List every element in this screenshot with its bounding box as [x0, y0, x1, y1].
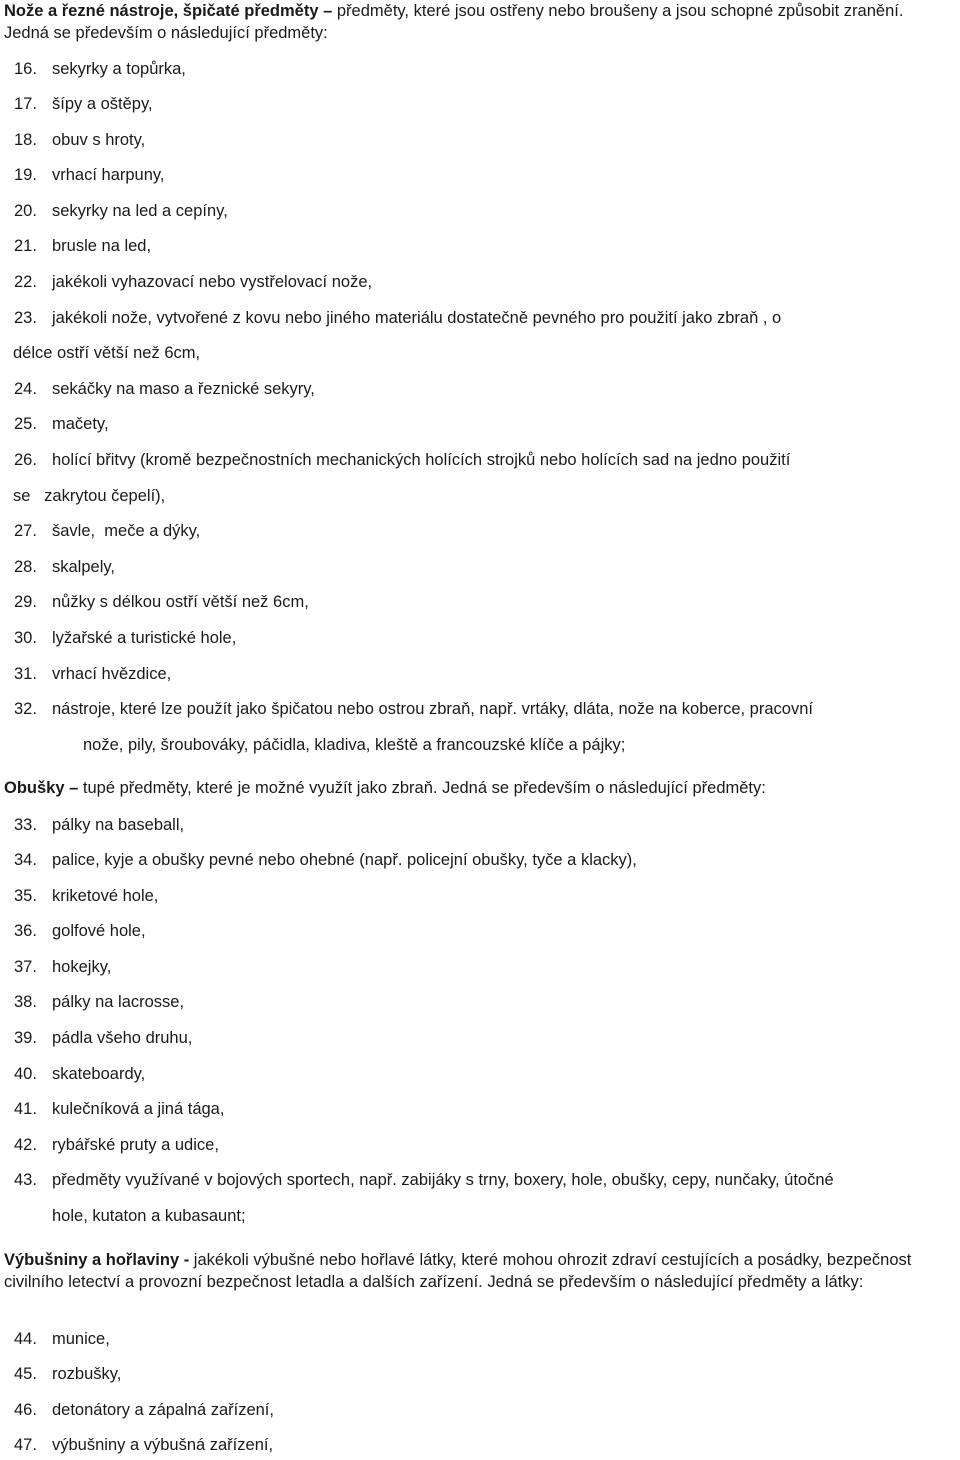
list-item: [14, 813, 956, 837]
item-number: 23.: [14, 309, 37, 327]
list-item: [14, 955, 956, 979]
list-item: [14, 270, 956, 294]
item-text: skateboardy,: [52, 1065, 146, 1083]
list-item: [14, 1133, 956, 1157]
item-number: 43.: [14, 1171, 37, 1189]
item-text: sekáčky na maso a řeznické sekyry,: [52, 380, 315, 398]
item-number: 26.: [14, 451, 37, 469]
list-item: [14, 990, 956, 1014]
item-text: pálky na baseball,: [52, 816, 185, 834]
list-item: [14, 306, 956, 330]
item-text: pádla všeho druhu,: [52, 1029, 193, 1047]
list-item: [14, 1026, 956, 1050]
item-continuation: nože, pily, šroubováky, páčidla, kladiva, kleště a francouzské klíče a pájky;: [83, 736, 626, 754]
item-number: 27.: [14, 522, 37, 540]
list-item: [14, 412, 956, 436]
section-heading-blunt: [4, 777, 952, 799]
item-text: sekyrky a topůrka,: [52, 60, 186, 78]
section-description: tupé předměty, které je možné využít jako zbraň. Jedná se především o následující předměty:: [78, 779, 766, 797]
item-text: kriketové hole,: [52, 887, 159, 905]
item-text: palice, kyje a obušky pevné nebo ohebné (např. policejní obušky, tyče a klacky),: [52, 851, 637, 869]
item-text: šípy a oštěpy,: [52, 95, 153, 113]
item-text: vrhací hvězdice,: [52, 665, 172, 683]
list-item: [14, 884, 956, 908]
item-text: golfové hole,: [52, 922, 146, 940]
list-item: [14, 128, 956, 152]
item-number: 40.: [14, 1065, 37, 1083]
item-number: 36.: [14, 922, 37, 940]
item-number: 44.: [14, 1330, 37, 1348]
item-text: mačety,: [52, 415, 109, 433]
list-item: [14, 234, 956, 258]
item-text: brusle na led,: [52, 237, 152, 255]
item-number: 34.: [14, 851, 37, 869]
item-text: nůžky s délkou ostří větší než 6cm,: [52, 593, 309, 611]
list-item: [14, 448, 956, 472]
item-text: šavle, meče a dýky,: [52, 522, 201, 540]
item-text: jakékoli nože, vytvořené z kovu nebo jiného materiálu dostatečně pevného pro použití jako zbraň , o: [52, 309, 782, 327]
section-title: Nože a řezné nástroje, špičaté předměty –: [4, 2, 333, 20]
list-item: [14, 1398, 956, 1422]
item-number: 46.: [14, 1401, 37, 1419]
item-number: 19.: [14, 166, 37, 184]
list-item: [14, 697, 956, 721]
item-text: hokejky,: [52, 958, 112, 976]
list-item: [14, 1327, 956, 1351]
list-item: [14, 1062, 956, 1086]
list-item: [14, 377, 956, 401]
item-continuation: délce ostří větší než 6cm,: [13, 344, 201, 362]
item-text: rozbušky,: [52, 1365, 122, 1383]
list-item: [14, 590, 956, 614]
item-number: 32.: [14, 700, 37, 718]
item-text: holící břitvy (kromě bezpečnostních mechanických holících strojků nebo holících sad na jedno použití: [52, 451, 791, 469]
list-item: [14, 662, 956, 686]
section-title: Výbušniny a hořlaviny -: [4, 1251, 190, 1269]
list-item: [14, 848, 956, 872]
list-item: [14, 1362, 956, 1386]
list-item: [14, 199, 956, 223]
item-number: 18.: [14, 131, 37, 149]
item-number: 38.: [14, 993, 37, 1011]
item-number: 30.: [14, 629, 37, 647]
item-text: rybářské pruty a udice,: [52, 1136, 219, 1154]
item-text: munice,: [52, 1330, 110, 1348]
item-text: detonátory a zápalná zařízení,: [52, 1401, 274, 1419]
item-number: 28.: [14, 558, 37, 576]
item-number: 45.: [14, 1365, 37, 1383]
item-number: 47.: [14, 1436, 37, 1454]
item-text: vrhací harpuny,: [52, 166, 165, 184]
item-text: skalpely,: [52, 558, 115, 576]
item-number: 39.: [14, 1029, 37, 1047]
section-description: jakékoli výbušné nebo hořlavé látky, které mohou ohrozit zdraví cestujících a posádky, bezpečnost civilního letectví a provozní bezpečnost letadla a dalších zařízení. Jedná se především o následující předměty a látky:: [4, 1251, 912, 1291]
item-number: 35.: [14, 887, 37, 905]
item-continuation: se zakrytou čepelí),: [13, 487, 166, 505]
item-number: 22.: [14, 273, 37, 291]
item-number: 41.: [14, 1100, 37, 1118]
item-number: 16.: [14, 60, 37, 78]
list-item: [14, 626, 956, 650]
list-item: [14, 919, 956, 943]
item-number: 29.: [14, 593, 37, 611]
list-item: [14, 1433, 956, 1457]
item-text: předměty využívané v bojových sportech, např. zabijáky s trny, boxery, hole, obušky, cepy, nunčaky, útočné: [52, 1171, 834, 1189]
item-number: 37.: [14, 958, 37, 976]
list-item: [14, 92, 956, 116]
item-text: výbušniny a výbušná zařízení,: [52, 1436, 274, 1454]
list-item: [14, 1168, 956, 1192]
item-number: 33.: [14, 816, 37, 834]
item-number: 42.: [14, 1136, 37, 1154]
item-text: pálky na lacrosse,: [52, 993, 185, 1011]
item-number: 17.: [14, 95, 37, 113]
list-item: [14, 163, 956, 187]
item-text: nástroje, které lze použít jako špičatou nebo ostrou zbraň, např. vrtáky, dláta, nože na koberce, pracovní: [52, 700, 813, 718]
section-description: předměty, které jsou ostřeny nebo broušeny a jsou schopné způsobit zranění. Jedná se především o následující předměty:: [4, 2, 904, 42]
list-item: [14, 1097, 956, 1121]
item-text: jakékoli vyhazovací nebo vystřelovací nože,: [52, 273, 373, 291]
item-text: lyžařské a turistické hole,: [52, 629, 237, 647]
item-text: obuv s hroty,: [52, 131, 146, 149]
item-continuation: hole, kutaton a kubasaunt;: [52, 1207, 246, 1225]
item-number: 24.: [14, 380, 37, 398]
section-heading-knives: [4, 0, 952, 44]
item-number: 31.: [14, 665, 37, 683]
section-heading-explosives: [4, 1249, 952, 1293]
list-item: [14, 57, 956, 81]
section-title: Obušky –: [4, 779, 79, 797]
list-item: [14, 519, 956, 543]
list-item: [14, 555, 956, 579]
item-number: 25.: [14, 415, 37, 433]
item-text: sekyrky na led a cepíny,: [52, 202, 228, 220]
item-number: 20.: [14, 202, 37, 220]
item-number: 21.: [14, 237, 37, 255]
item-text: kulečníková a jiná tága,: [52, 1100, 225, 1118]
